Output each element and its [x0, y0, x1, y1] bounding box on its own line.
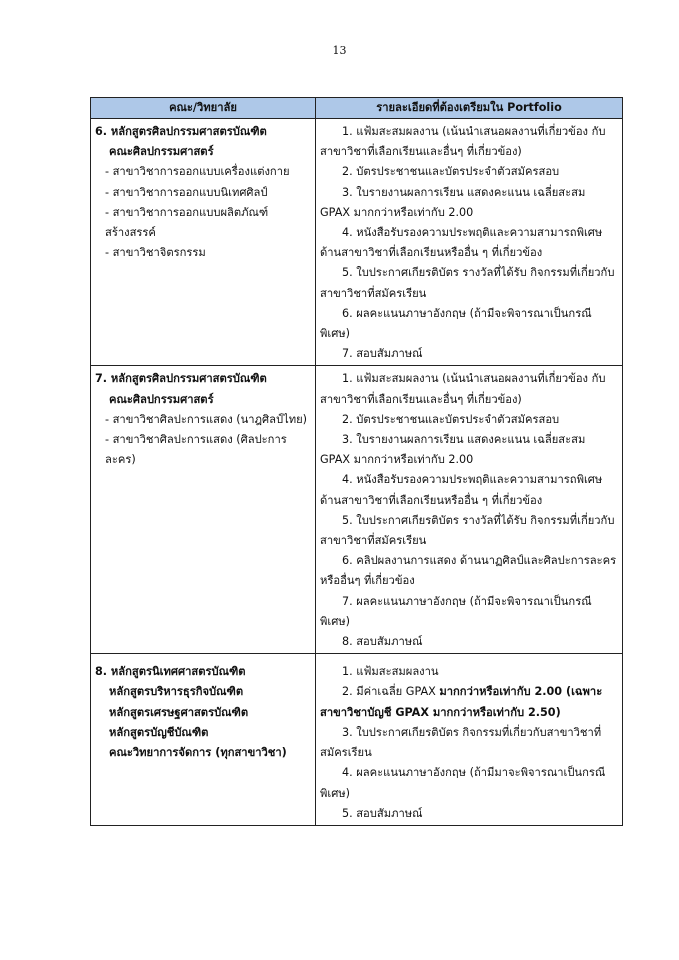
requirement-item: 7. ผลคะแนนภาษาอังกฤษ (ถ้ามีจะพิจารณาเป็นกรณีพิเศษ) — [320, 594, 592, 628]
requirements-cell — [316, 366, 623, 654]
requirement-item: 6. คลิปผลงานการแสดง ด้านนาฏศิลป์และศิลปะการละครหรืออื่นๆ ที่เกี่ยวข้อง — [320, 554, 617, 588]
requirement-item: 1. แฟ้มสะสมผลงาน (เน้นนำเสนอผลงานที่เกี่ยวข้อง กับสาขาวิชาที่เลือกเรียนและอื่นๆ ที่เกี่ยวข้อง) — [320, 372, 606, 406]
requirement-item: 5. สอบสัมภาษณ์ — [342, 806, 423, 820]
requirement-item: 2. บัตรประชาชนและบัตรประจำตัวสมัครสอบ — [342, 412, 560, 426]
requirement-item: 5. ใบประกาศเกียรติบัตร รางวัลที่ได้รับ กิจกรรมที่เกี่ยวกับสาขาวิชาที่สมัครเรียน — [320, 513, 615, 548]
program-title: หลักสูตรบัญชีบัณฑิต — [109, 725, 209, 739]
requirement-item: 4. ผลคะแนนภาษาอังกฤษ (ถ้ามีมาจะพิจารณาเป็นกรณีพิเศษ) — [320, 766, 606, 800]
major-item: - สาขาวิชาการออกแบบนิเทศศิลป์ — [105, 185, 268, 199]
program-title: หลักสูตรบริหารธุรกิจบัณฑิต — [109, 685, 244, 699]
faculty-name: คณะวิทยาการจัดการ (ทุกสาขาวิชา) — [109, 746, 287, 760]
program-title: 7. หลักสูตรศิลปกรรมศาสตรบัณฑิต — [95, 372, 267, 386]
requirement-item-text: 2. มีค่าเฉลี่ย GPAX — [342, 685, 440, 699]
requirement-item — [320, 682, 618, 722]
requirements-cell — [316, 119, 623, 366]
table-row — [91, 654, 623, 826]
requirement-item: 3. ใบรายงานผลการเรียน แสดงคะแนน เฉลี่ยสะสม GPAX มากกว่าหรือเท่ากับ 2.00 — [320, 433, 586, 467]
portfolio-requirements-table — [90, 97, 623, 826]
faculty-name: คณะศิลปกรรมศาสตร์ — [109, 392, 214, 406]
gpax-threshold-text: มากกว่าหรือเท่ากับ 2.00 (เฉพาะสาขาวิชาบัญชี GPAX มากกว่าหรือเท่ากับ 2.50) — [320, 685, 603, 719]
program-title: 8. หลักสูตรนิเทศศาสตรบัณฑิต — [95, 665, 246, 679]
major-item: - สาขาวิชาการออกแบบเครื่องแต่งกาย — [105, 165, 290, 179]
requirement-item: 3. ใบประกาศเกียรติบัตร กิจกรรมที่เกี่ยวกับสาขาวิชาที่สมัครเรียน — [320, 725, 602, 760]
program-title: 6. หลักสูตรศิลปกรรมศาสตรบัณฑิต — [95, 125, 267, 138]
requirement-item: 3. ใบรายงานผลการเรียน แสดงคะแนน เฉลี่ยสะสม GPAX มากกว่าหรือเท่ากับ 2.00 — [320, 185, 586, 219]
table-row — [91, 366, 623, 654]
major-item: - สาขาวิชาศิลปะการแสดง (ศิลปะการละคร) — [105, 433, 287, 467]
program-cell — [91, 654, 316, 826]
major-item: - สาขาวิชาศิลปะการแสดง (นาฎศิลป์ไทย) — [105, 412, 308, 426]
requirement-item: 5. ใบประกาศเกียรติบัตร รางวัลที่ได้รับ กิจกรรมที่เกี่ยวกับสาขาวิชาที่สมัครเรียน — [320, 266, 615, 300]
page-number: 13 — [332, 44, 347, 57]
requirement-item: 4. หนังสือรับรองความประพฤติและความสามารถพิเศษด้านสาขาวิชาที่เลือกเรียนหรืออื่น ๆ ที่เกี่ยวข้อง — [320, 226, 603, 260]
major-item: - สาขาวิชาจิตรกรรม — [105, 246, 206, 260]
table-row — [91, 119, 623, 366]
requirement-item: 6. ผลคะแนนภาษาอังกฤษ (ถ้ามีจะพิจารณาเป็นกรณีพิเศษ) — [320, 306, 592, 341]
header-portfolio-details: รายละเอียดที่ต้องเตรียมใน Portfolio — [316, 98, 623, 119]
header-faculty: คณะ/วิทยาลัย — [91, 98, 316, 119]
requirement-item: 1. แฟ้มสะสมผลงาน — [342, 665, 439, 679]
program-title: หลักสูตรเศรษฐศาสตรบัณฑิต — [109, 705, 249, 719]
requirements-cell — [316, 654, 623, 826]
requirement-item: 4. หนังสือรับรองความประพฤติและความสามารถพิเศษด้านสาขาวิชาที่เลือกเรียนหรืออื่น ๆ ที่เกี่ยวข้อง — [320, 473, 603, 507]
major-item: - สาขาวิชาการออกแบบผลิตภัณฑ์สร้างสรรค์ — [105, 205, 269, 240]
faculty-name: คณะศิลปกรรมศาสตร์ — [109, 145, 214, 159]
requirement-item: 2. บัตรประชาชนและบัตรประจำตัวสมัครสอบ — [342, 165, 560, 179]
program-cell — [91, 366, 316, 654]
requirement-item: 7. สอบสัมภาษณ์ — [342, 347, 423, 361]
table-header-row — [91, 98, 623, 119]
program-cell — [91, 119, 316, 366]
requirement-item: 1. แฟ้มสะสมผลงาน (เน้นนำเสนอผลงานที่เกี่ยวข้อง กับสาขาวิชาที่เลือกเรียนและอื่นๆ ที่เกี่ยวข้อง) — [320, 125, 606, 159]
requirement-item: 8. สอบสัมภาษณ์ — [342, 635, 423, 649]
